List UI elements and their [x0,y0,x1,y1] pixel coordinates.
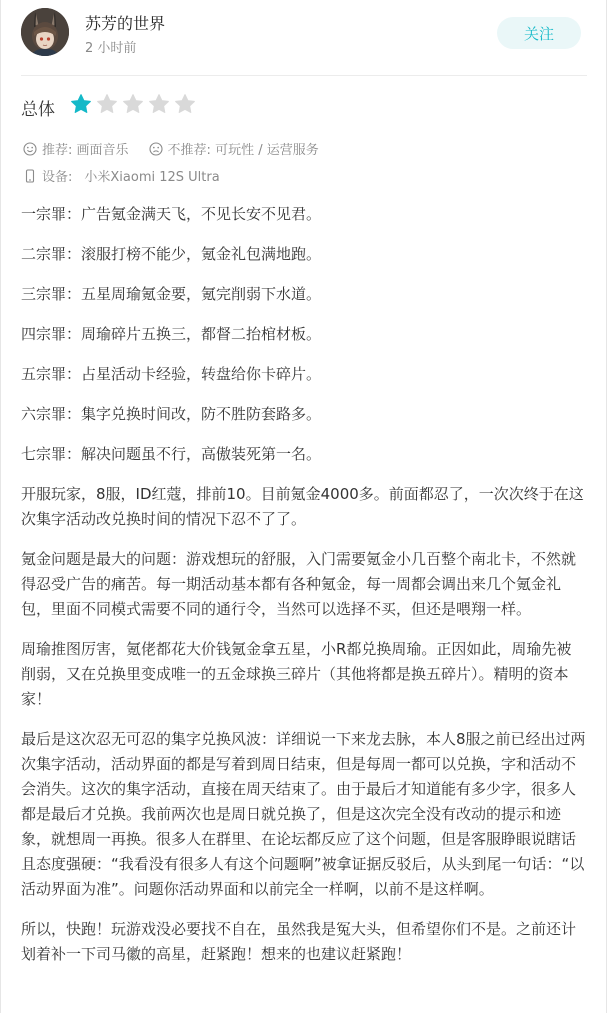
star-empty-icon [96,93,118,115]
phone-icon [23,169,37,183]
avatar-image [21,8,69,56]
star-empty-icon [174,93,196,115]
user-name[interactable]: 苏芳的世界 [85,14,166,33]
device-row [23,166,220,186]
follow-button[interactable]: 关注 [497,17,581,49]
recommend-tags-row [23,139,319,159]
rating-label: 总体 [21,100,55,120]
device-value: 小米Xiaomi 12S Ultra [84,170,220,185]
rating-stars [70,93,200,117]
review-paragraph: 二宗罪：滚服打榜不能少，氪金礼包满地跑。 [21,245,322,263]
not-recommend-value: 可玩性 / 运营服务 [215,143,319,158]
device-label: 设备: [42,170,73,185]
recommend-label: 推荐: [42,143,73,158]
review-paragraph: 六宗罪：集字兑换时间改，防不胜防套路多。 [21,405,322,423]
review-paragraph: 氪金问题是最大的问题：游戏想玩的舒服，入门需要氪金小几百整个南北卡，不然就得忍受广告的痛苦。每一期活动基本都有各种氪金，每一周都会调出来几个氪金礼包，里面不同模式需要不同的通行令，当然可以选择不买，但还是喂翔一样。 [21,550,577,618]
review-paragraph: 最后是这次忍无可忍的集字兑换风波：详细说一下来龙去脉，本人8服之前已经出过两次集字活动，活动界面的都是写着到周日结束，但是每周一都可以兑换，字和活动不会消失。这次的集字活动，直接在周天结束了。由于最后才知道能有多少字，很多人都是最后才兑换。我前两次也是周日就兑换了，但是这次完全没有改动的提示和迹象，就想周一再换。很多人在群里、在论坛都反应了这个问题，但是客服睁眼说瞎话且态度强硬：“我看没有很多人有这个问题啊”被拿证据反驳后，从头到尾一句话：“以活动界面为准”。问题你活动界面和以前完全一样啊，以前不是这样啊。 [21,730,586,898]
smile-face-icon [23,142,37,156]
review-paragraph: 开服玩家，8服，ID红蔻，排前10。目前氪金4000多。前面都忍了，一次次终于在这次集字活动改兑换时间的情况下忍不了了。 [21,485,584,528]
star-empty-icon [148,93,170,115]
review-paragraph: 四宗罪：周瑜碎片五换三，都督二抬棺材板。 [21,325,322,343]
avatar[interactable] [21,8,69,56]
review-content [21,202,586,982]
recommend-value: 画面音乐 [76,143,129,158]
review-paragraph: 所以，快跑！玩游戏没必要找不自在，虽然我是冤大头，但希望你们不是。之前还计划着补一下司马徽的高星，赶紧跑！想来的也建议赶紧跑！ [21,920,577,963]
header-divider [21,75,587,76]
post-time: 2 小时前 [85,41,137,56]
review-paragraph: 周瑜推图厉害，氪佬都花大价钱氪金拿五星，小R都兑换周瑜。正因如此，周瑜先被削弱，又在兑换里变成唯一的五金球换三碎片（其他将都是换五碎片）。精明的资本家！ [21,640,572,708]
review-paragraph: 五宗罪：占星活动卡经验，转盘给你卡碎片。 [21,365,322,383]
review-paragraph: 三宗罪：五星周瑜氪金要，氪完削弱下水道。 [21,285,322,303]
review-paragraph: 一宗罪：广告氪金满天飞，不见长安不见君。 [21,205,322,223]
not-recommend-label: 不推荐: [167,143,211,158]
frown-face-icon [149,142,163,156]
overall-rating [21,93,321,119]
star-filled-icon [70,93,92,115]
review-header [21,8,587,58]
star-empty-icon [122,93,144,115]
review-paragraph: 七宗罪：解决问题虽不行，高傲装死第一名。 [21,445,322,463]
